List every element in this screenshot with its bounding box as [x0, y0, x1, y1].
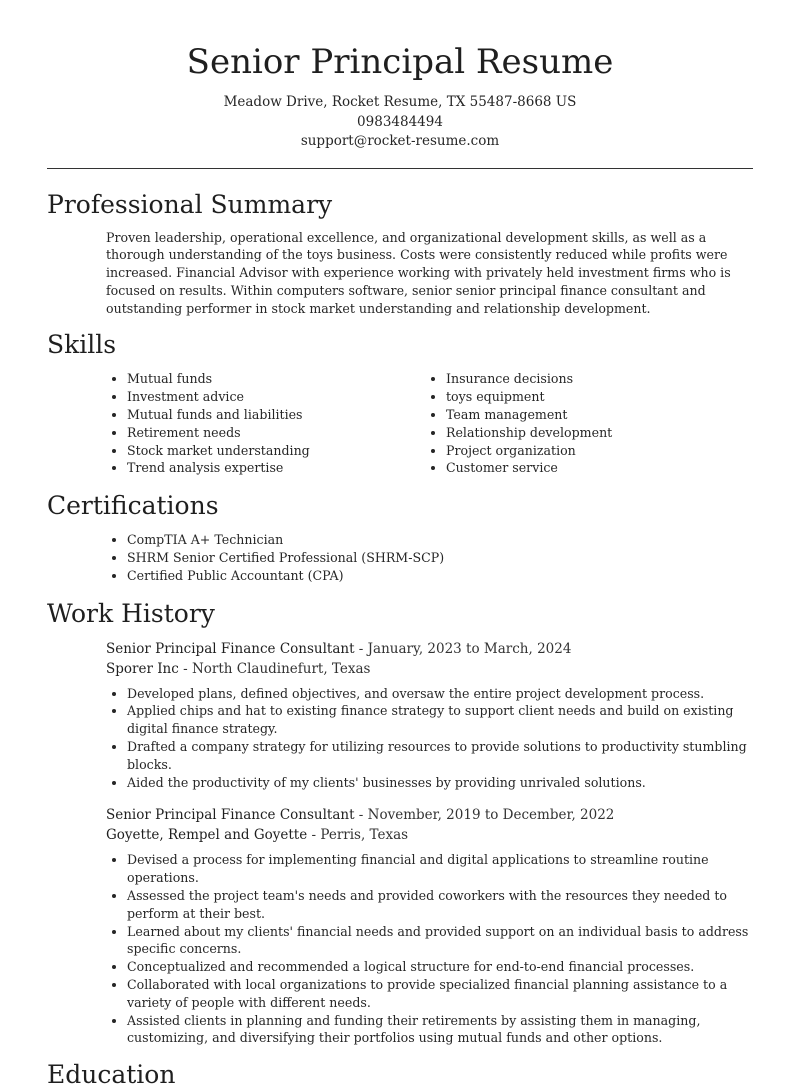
- skill-item: • Stock market understanding: [127, 442, 366, 460]
- work-history-heading: Work History: [47, 598, 215, 628]
- certifications-section: [47, 490, 753, 584]
- job-title-line: [106, 805, 753, 825]
- skill-item: • Retirement needs: [127, 424, 366, 442]
- skill-item: • Insurance decisions: [446, 370, 612, 388]
- work-history-section: [47, 598, 753, 1048]
- job-duty: • Assessed the project team's needs and provided coworkers with the resources they needed to perform at their best.: [127, 887, 753, 923]
- job-duty: • Devised a process for implementing financial and digital applications to streamline routine operations.: [127, 851, 753, 887]
- certifications-heading: Certifications: [47, 491, 219, 521]
- skills-grid: [47, 370, 753, 477]
- certification-item: • SHRM Senior Certified Professional (SHRM-SCP): [127, 549, 753, 567]
- skills-list-left: [47, 370, 366, 477]
- skill-item: • Relationship development: [446, 424, 612, 442]
- certifications-list: [47, 531, 753, 584]
- skill-item: • Mutual funds: [127, 370, 366, 388]
- job-duty: • Aided the productivity of my clients' businesses by providing unrivaled solutions.: [127, 774, 753, 792]
- job-dates: - November, 2019 to December, 2022: [354, 807, 615, 824]
- job-duties-list: [106, 685, 753, 792]
- summary-text: Proven leadership, operational excellence, and organizational development skills, as well as a thorough understanding of the toys business. Costs were consistently reduced while profits were increased. Financial Advisor with experience working with privately held investment firms who is focused on results. Within computers software, senior senior principal finance consultant and outstanding performer in stock market understanding and relationship development.: [106, 229, 731, 316]
- skill-item: • Customer service: [446, 459, 612, 477]
- skill-item: • Trend analysis expertise: [127, 459, 366, 477]
- job-title-line: [106, 639, 753, 659]
- skills-list-right: [366, 370, 612, 477]
- job-title: Senior Principal Finance Consultant: [106, 640, 355, 657]
- education-heading: Education: [47, 1060, 176, 1090]
- job-location: - North Claudinefurt, Texas: [178, 660, 371, 677]
- job-duty: • Developed plans, defined objectives, and oversaw the entire project development process.: [127, 685, 753, 703]
- job-location: - Perris, Texas: [307, 827, 409, 844]
- job-company-line: [106, 659, 753, 679]
- skill-item: • Mutual funds and liabilities: [127, 406, 366, 424]
- contact-info: [0, 93, 800, 152]
- skills-section: [47, 329, 753, 477]
- job-duty: • Conceptualized and recommended a logical structure for end-to-end financial processes.: [127, 958, 753, 976]
- email-line: support@rocket-resume.com: [300, 133, 500, 149]
- skill-item: • toys equipment: [446, 388, 612, 406]
- certification-item: • CompTIA A+ Technician: [127, 531, 753, 549]
- job-duty: • Collaborated with local organizations to provide specialized financial planning assistance to a variety of people with different needs.: [127, 976, 753, 1012]
- skill-item: • Project organization: [446, 442, 612, 460]
- summary-section: [47, 189, 753, 318]
- resume-header: [0, 0, 800, 152]
- job-duty: • Assisted clients in planning and funding their retirements by assisting them in managing, customizing, and diversifying their portfolios using mutual funds and other options.: [127, 1012, 753, 1048]
- job-duty: • Applied chips and hat to existing finance strategy to support client needs and build on existing digital finance strategy.: [127, 702, 753, 738]
- skills-heading: Skills: [47, 330, 117, 360]
- header-divider: [47, 168, 753, 169]
- address-line: Meadow Drive, Rocket Resume, TX 55487-8668 US: [223, 94, 577, 110]
- job-dates: - January, 2023 to March, 2024: [354, 640, 572, 657]
- job-duty: • Learned about my clients' financial needs and provided support on an individual basis to address specific concerns.: [127, 923, 753, 959]
- job-entry: [106, 639, 753, 792]
- resume-title: Senior Principal Resume: [186, 42, 614, 82]
- summary-heading: Professional Summary: [47, 189, 333, 219]
- job-title: Senior Principal Finance Consultant: [106, 807, 355, 824]
- phone-line: 0983484494: [357, 113, 443, 130]
- job-duty: • Drafted a company strategy for utilizing resources to provide solutions to productivity stumbling blocks.: [127, 738, 753, 774]
- job-entry: [106, 805, 753, 1047]
- skill-item: • Investment advice: [127, 388, 366, 406]
- job-company: Goyette, Rempel and Goyette: [106, 827, 308, 844]
- job-company: Sporer Inc: [106, 660, 179, 677]
- education-section: [47, 1059, 753, 1091]
- job-company-line: [106, 825, 753, 845]
- job-duties-list: [106, 851, 753, 1047]
- certification-item: • Certified Public Accountant (CPA): [127, 567, 753, 585]
- skill-item: • Team management: [446, 406, 612, 424]
